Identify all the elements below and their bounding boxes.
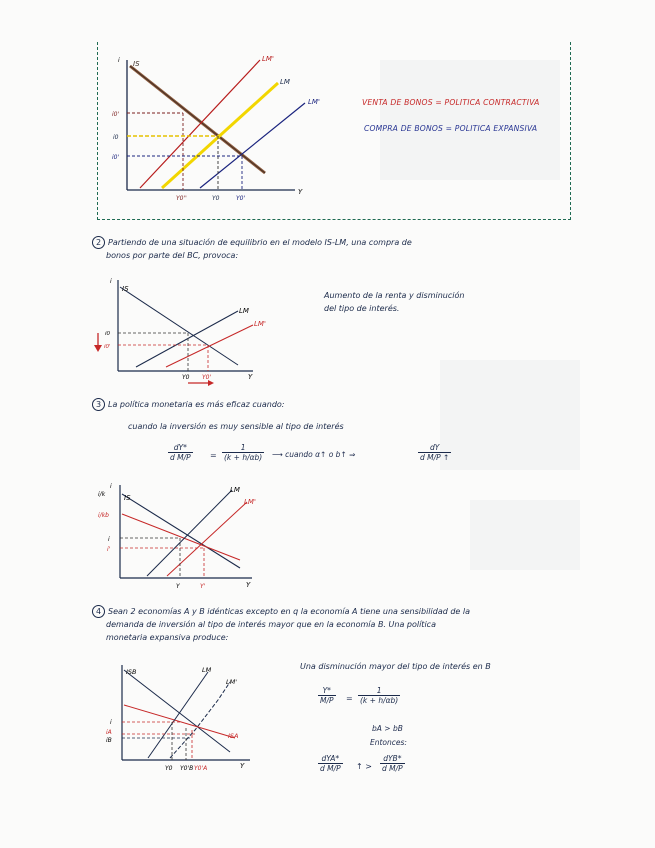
lm-prime-label: LM' [244,498,256,506]
lm-label: LM [239,307,249,315]
section4-number: 4 [92,605,105,618]
axis-y-label: Y [298,188,303,196]
axis-i-label: i [110,278,112,285]
lm-prime-top-label: LM' [262,55,274,63]
axis-y-label: Y [246,581,251,589]
section2-line2: bonos por parte del BC, provoca: [106,251,239,260]
section4-final-left: dYA* d M/P [320,754,341,773]
lm-prime-bottom-label: LM' [308,98,320,106]
i-label: i [110,719,112,726]
lm-label: LM [202,666,212,674]
background-bleed [470,500,580,570]
compra-note: COMPRA DE BONOS = POLITICA EXPANSIVA [364,124,538,133]
section4-frac2: $\frac{1}{(k + h/\alpha b)}$ [360,686,399,705]
y-label: Y [176,583,180,590]
lm-prime-label: LM' [254,320,266,328]
isa-label: ISA [228,732,239,740]
section4-line3: monetaria expansiva produce: [106,633,229,642]
axis-i-label: i [110,483,112,490]
formula-result: $\frac{dY}{\text{d M/P ↑}}$ [420,443,450,462]
answer-line2: del tipo de interés. [324,304,400,313]
lm-label: LM [280,78,290,86]
answer-line1: Aumento de la renta y disminución [324,291,465,300]
y-prime-label: Y' [200,583,206,590]
cond1: bA > bB [372,724,403,733]
section2-text [92,236,562,262]
lm-prime-label: LM' [226,678,238,686]
formula-arrow: ⟶ cuando α↑ o b↑ ⇒ [272,450,356,459]
section3-text [92,398,562,411]
cond2: Entonces: [370,738,407,747]
i-top-label: i/k [98,491,106,498]
background-bleed [440,360,580,470]
is-label: IS [122,285,129,293]
y0-label: Y0 [165,765,173,772]
section2-line1: Partiendo de una situación de equilibrio en el modelo IS-LM, una compra de [108,238,412,247]
formula-left: $\frac{dY*}{\text{d M/P}}$ [170,443,191,462]
section1-graph [100,48,330,208]
isb-label: ISB [126,668,137,676]
y0b-label: Y0'B [180,765,194,772]
y-prime-right-label: Y0' [236,195,246,202]
section4-text [92,605,592,644]
section4-answer: Una disminución mayor del tipo de interés en B [300,662,491,671]
section4-graph [100,660,260,780]
i-prime-top-label: i0' [112,111,120,118]
section2-answer [324,289,464,315]
formula-right: $\frac{1}{(k + h/\alpha b)}$ [224,443,263,462]
y0-label: Y0 [182,374,190,381]
i-prime-label: i' [107,546,111,553]
equals-sign: = [210,451,217,460]
section3-graph [92,480,272,595]
section3-number: 3 [92,398,105,411]
section2-number: 2 [92,236,105,249]
i-b-label: i/kb [98,512,109,519]
venta-note: VENTA DE BONOS = POLITICA CONTRACTIVA [362,98,540,107]
section4-final-right: dYB* d M/P [382,754,403,773]
section2-graph [88,275,268,390]
section4-line2: demanda de inversión al tipo de interés mayor que en la economía B. Una política [106,620,436,629]
is-label: IS [133,60,140,68]
section3-subtext: cuando la inversión es muy sensible al tipo de interés [128,422,344,431]
is-label: IS [124,494,131,502]
ib-label: iB [106,737,112,744]
y0-prime-label: Y0' [202,374,212,381]
equals-sign: = [346,694,353,703]
axis-i-label: i [118,57,120,64]
i-prime-bottom-label: i0' [112,154,120,161]
y0-label: Y0 [212,195,220,202]
section4-line1: Sean 2 economías A y B idénticas excepto en q la economía A tiene una sensibilidad de la [108,607,471,616]
section3-line1: La política monetaria es más eficaz cuando: [108,400,285,409]
y-prime-left-label: Y0'' [176,195,187,202]
axis-y-label: Y [240,762,245,770]
section4-frac1: $\frac{Y*}{M/P}$ [320,686,334,705]
lm-label: LM [230,486,240,494]
axis-y-label: Y [248,373,253,381]
y0a-label: Y0'A [194,765,208,772]
final-arrow: ↑ > [356,762,372,771]
i0-label: i0 [105,331,111,337]
i0-prime-label: i0' [104,344,111,350]
i0-label: i0 [113,134,119,141]
ia-label: iA [106,729,112,736]
i-label: i [108,536,110,543]
